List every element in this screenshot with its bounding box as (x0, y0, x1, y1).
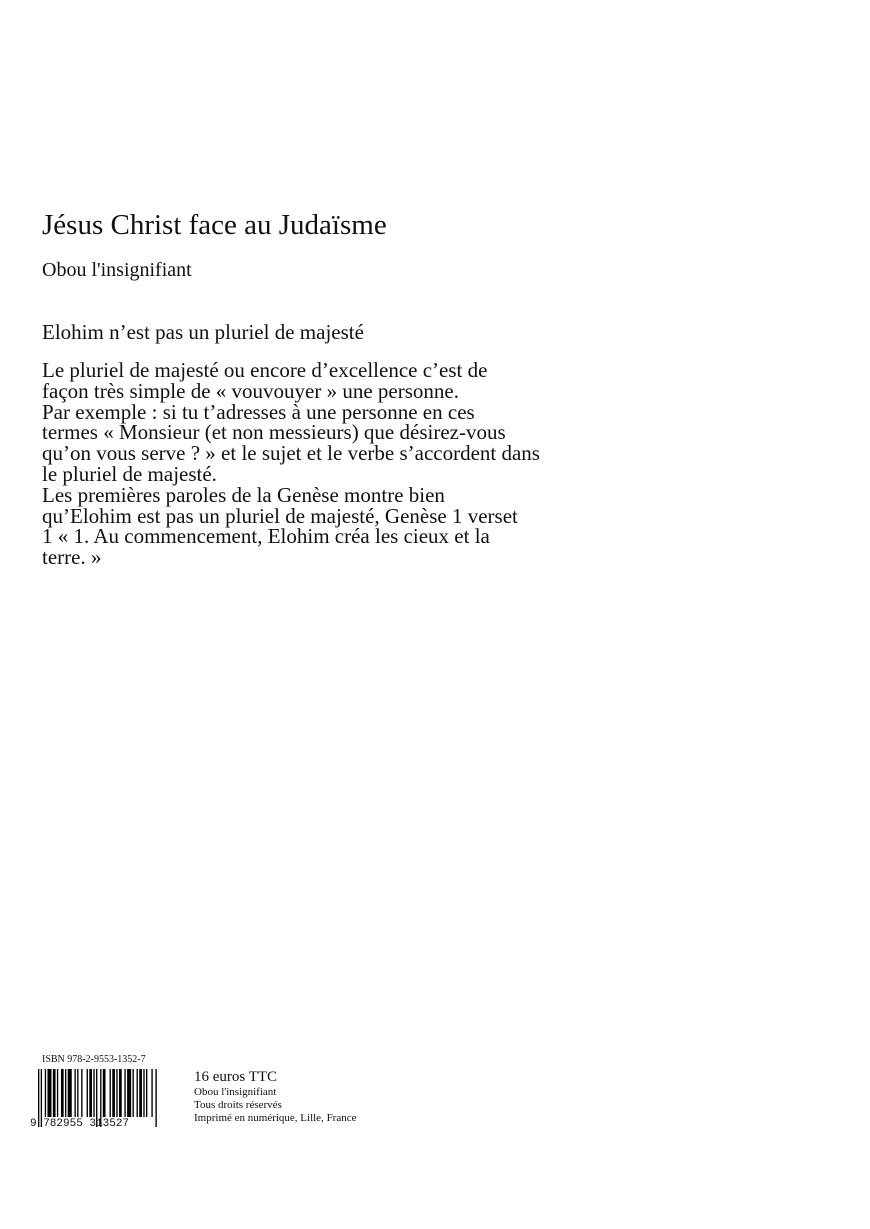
barcode-digits: 9 782955 313527 (30, 1118, 130, 1130)
isbn-label: ISBN 978-2-9553-1352-7 (42, 1054, 146, 1065)
body-line: qu’on vous serve ? » et le sujet et le verbe s’accordent dans (42, 441, 540, 466)
book-title: Jésus Christ face au Judaïsme (42, 209, 387, 241)
body-line: terre. » (42, 545, 102, 570)
author-name: Obou l'insignifiant (42, 259, 192, 281)
price-label: 16 euros TTC (194, 1069, 278, 1085)
credit-rights: Tous droits réservés (194, 1099, 282, 1111)
section-heading: Elohim n’est pas un pluriel de majesté (42, 320, 364, 344)
body-line: Par exemple : si tu t’adresses à une personne en ces (42, 399, 475, 424)
credit-author: Obou l'insignifiant (194, 1086, 277, 1098)
credit-printing: Imprimé en numérique, Lille, France (194, 1112, 357, 1124)
body-line: termes « Monsieur (et non messieurs) que désirez-vous (42, 420, 506, 445)
body-text (42, 360, 662, 568)
body-line: qu’Elohim est pas un pluriel de majesté, Genèse 1 verset (42, 503, 518, 528)
body-line: Le pluriel de majesté ou encore d’excellence c’est de (42, 358, 488, 382)
publication-credits (194, 1086, 357, 1125)
body-line: 1 « 1. Au commencement, Elohim créa les cieux et la (42, 524, 490, 549)
body-line: Les premières paroles de la Genèse montre bien (42, 482, 445, 507)
body-line: façon très simple de « vouvouyer » une personne. (42, 378, 459, 403)
body-line: le pluriel de majesté. (42, 461, 217, 486)
